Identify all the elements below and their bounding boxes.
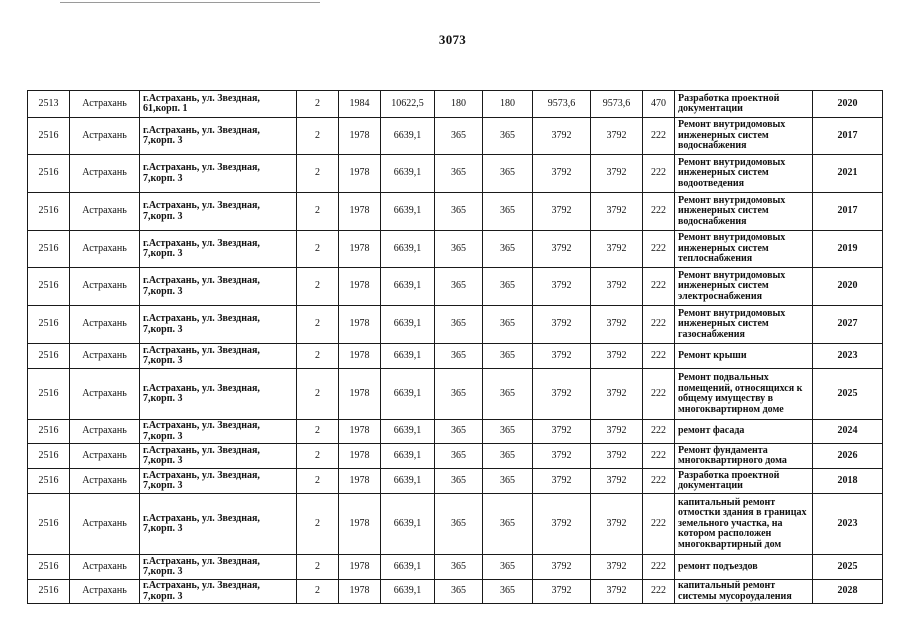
table-row xyxy=(28,344,883,369)
area-value-4-cell: 3792 xyxy=(591,118,643,155)
residents-cell: 222 xyxy=(643,155,675,193)
area-value-4-cell: 3792 xyxy=(591,369,643,420)
table-row xyxy=(28,580,883,604)
area-value-1-cell: 365 xyxy=(435,306,483,344)
year-cell: 1978 xyxy=(339,268,381,306)
floors-cell: 2 xyxy=(297,420,339,444)
row-number: 2516 xyxy=(28,268,70,306)
work-type-cell: Разработка проектной документации xyxy=(675,469,813,494)
repair-program-table xyxy=(27,90,883,604)
table-row xyxy=(28,118,883,155)
address-cell: г.Астрахань, ул. Звездная, 7,корп. 3 xyxy=(140,193,297,231)
row-number: 2516 xyxy=(28,444,70,469)
area-cell: 6639,1 xyxy=(381,494,435,555)
floors-cell: 2 xyxy=(297,193,339,231)
year-cell: 1978 xyxy=(339,469,381,494)
row-number: 2516 xyxy=(28,193,70,231)
area-value-1-cell: 365 xyxy=(435,369,483,420)
area-value-1-cell: 180 xyxy=(435,91,483,118)
address-cell: г.Астрахань, ул. Звездная, 7,корп. 3 xyxy=(140,231,297,268)
residents-cell: 470 xyxy=(643,91,675,118)
row-number: 2516 xyxy=(28,306,70,344)
area-value-2-cell: 365 xyxy=(483,268,533,306)
area-value-4-cell: 3792 xyxy=(591,344,643,369)
city-cell: Астрахань xyxy=(70,580,140,604)
planned-year-cell: 2025 xyxy=(813,369,883,420)
area-cell: 6639,1 xyxy=(381,420,435,444)
area-value-4-cell: 3792 xyxy=(591,555,643,580)
area-value-1-cell: 365 xyxy=(435,469,483,494)
area-value-4-cell: 3792 xyxy=(591,306,643,344)
area-value-3-cell: 3792 xyxy=(533,193,591,231)
area-value-2-cell: 365 xyxy=(483,580,533,604)
area-value-3-cell: 3792 xyxy=(533,231,591,268)
city-cell: Астрахань xyxy=(70,306,140,344)
table-row xyxy=(28,231,883,268)
residents-cell: 222 xyxy=(643,118,675,155)
area-value-1-cell: 365 xyxy=(435,268,483,306)
area-value-1-cell: 365 xyxy=(435,555,483,580)
table-row xyxy=(28,91,883,118)
area-value-4-cell: 3792 xyxy=(591,580,643,604)
address-cell: г.Астрахань, ул. Звездная, 7,корп. 3 xyxy=(140,555,297,580)
area-value-2-cell: 365 xyxy=(483,306,533,344)
planned-year-cell: 2026 xyxy=(813,444,883,469)
work-type-cell: Ремонт внутридомовых инженерных систем газоснабжения xyxy=(675,306,813,344)
address-cell: г.Астрахань, ул. Звездная, 61,корп. 1 xyxy=(140,91,297,118)
city-cell: Астрахань xyxy=(70,231,140,268)
work-type-cell: Ремонт внутридомовых инженерных систем теплоснабжения xyxy=(675,231,813,268)
city-cell: Астрахань xyxy=(70,555,140,580)
area-value-2-cell: 365 xyxy=(483,420,533,444)
residents-cell: 222 xyxy=(643,369,675,420)
area-value-1-cell: 365 xyxy=(435,494,483,555)
table-row xyxy=(28,193,883,231)
address-cell: г.Астрахань, ул. Звездная, 7,корп. 3 xyxy=(140,580,297,604)
work-type-cell: ремонт подъездов xyxy=(675,555,813,580)
row-number: 2516 xyxy=(28,580,70,604)
planned-year-cell: 2027 xyxy=(813,306,883,344)
residents-cell: 222 xyxy=(643,469,675,494)
year-cell: 1978 xyxy=(339,444,381,469)
table-row xyxy=(28,555,883,580)
year-cell: 1978 xyxy=(339,231,381,268)
area-cell: 6639,1 xyxy=(381,306,435,344)
area-value-2-cell: 180 xyxy=(483,91,533,118)
planned-year-cell: 2020 xyxy=(813,91,883,118)
year-cell: 1978 xyxy=(339,369,381,420)
area-value-2-cell: 365 xyxy=(483,494,533,555)
row-number: 2516 xyxy=(28,469,70,494)
area-value-1-cell: 365 xyxy=(435,193,483,231)
table-row xyxy=(28,420,883,444)
area-value-1-cell: 365 xyxy=(435,580,483,604)
area-cell: 6639,1 xyxy=(381,231,435,268)
area-cell: 6639,1 xyxy=(381,469,435,494)
floors-cell: 2 xyxy=(297,444,339,469)
year-cell: 1978 xyxy=(339,420,381,444)
row-number: 2516 xyxy=(28,155,70,193)
area-value-3-cell: 3792 xyxy=(533,420,591,444)
table-row xyxy=(28,369,883,420)
page-number: 3073 xyxy=(438,32,467,47)
planned-year-cell: 2024 xyxy=(813,420,883,444)
floors-cell: 2 xyxy=(297,494,339,555)
area-cell: 6639,1 xyxy=(381,580,435,604)
address-cell: г.Астрахань, ул. Звездная, 7,корп. 3 xyxy=(140,155,297,193)
row-number: 2516 xyxy=(28,118,70,155)
area-value-3-cell: 3792 xyxy=(533,306,591,344)
floors-cell: 2 xyxy=(297,369,339,420)
area-cell: 6639,1 xyxy=(381,369,435,420)
city-cell: Астрахань xyxy=(70,193,140,231)
work-type-cell: Ремонт внутридомовых инженерных систем водоснабжения xyxy=(675,193,813,231)
planned-year-cell: 2023 xyxy=(813,344,883,369)
area-value-1-cell: 365 xyxy=(435,344,483,369)
residents-cell: 222 xyxy=(643,494,675,555)
area-value-1-cell: 365 xyxy=(435,420,483,444)
address-cell: г.Астрахань, ул. Звездная, 7,корп. 3 xyxy=(140,369,297,420)
area-value-3-cell: 3792 xyxy=(533,369,591,420)
city-cell: Астрахань xyxy=(70,155,140,193)
residents-cell: 222 xyxy=(643,193,675,231)
area-value-2-cell: 365 xyxy=(483,193,533,231)
area-value-1-cell: 365 xyxy=(435,155,483,193)
area-value-4-cell: 3792 xyxy=(591,469,643,494)
address-cell: г.Астрахань, ул. Звездная, 7,корп. 3 xyxy=(140,420,297,444)
area-value-3-cell: 3792 xyxy=(533,469,591,494)
city-cell: Астрахань xyxy=(70,369,140,420)
table-row xyxy=(28,155,883,193)
year-cell: 1978 xyxy=(339,494,381,555)
address-cell: г.Астрахань, ул. Звездная, 7,корп. 3 xyxy=(140,444,297,469)
floors-cell: 2 xyxy=(297,118,339,155)
area-value-3-cell: 3792 xyxy=(533,555,591,580)
address-cell: г.Астрахань, ул. Звездная, 7,корп. 3 xyxy=(140,469,297,494)
work-type-cell: капитальный ремонт системы мусороудаления xyxy=(675,580,813,604)
work-type-cell: Ремонт внутридомовых инженерных систем водоотведения xyxy=(675,155,813,193)
planned-year-cell: 2020 xyxy=(813,268,883,306)
area-cell: 6639,1 xyxy=(381,344,435,369)
area-value-2-cell: 365 xyxy=(483,344,533,369)
area-value-2-cell: 365 xyxy=(483,118,533,155)
address-cell: г.Астрахань, ул. Звездная, 7,корп. 3 xyxy=(140,118,297,155)
planned-year-cell: 2023 xyxy=(813,494,883,555)
work-type-cell: ремонт фасада xyxy=(675,420,813,444)
row-number: 2516 xyxy=(28,420,70,444)
area-value-3-cell: 3792 xyxy=(533,444,591,469)
area-cell: 6639,1 xyxy=(381,444,435,469)
area-value-2-cell: 365 xyxy=(483,231,533,268)
area-value-3-cell: 3792 xyxy=(533,580,591,604)
residents-cell: 222 xyxy=(643,444,675,469)
year-cell: 1984 xyxy=(339,91,381,118)
area-value-3-cell: 3792 xyxy=(533,494,591,555)
floors-cell: 2 xyxy=(297,231,339,268)
city-cell: Астрахань xyxy=(70,444,140,469)
work-type-cell: Ремонт крыши xyxy=(675,344,813,369)
year-cell: 1978 xyxy=(339,193,381,231)
floors-cell: 2 xyxy=(297,344,339,369)
area-value-3-cell: 3792 xyxy=(533,268,591,306)
row-number: 2516 xyxy=(28,231,70,268)
area-value-4-cell: 3792 xyxy=(591,268,643,306)
area-value-2-cell: 365 xyxy=(483,444,533,469)
work-type-cell: Ремонт фундамента многоквартирного дома xyxy=(675,444,813,469)
year-cell: 1978 xyxy=(339,580,381,604)
table-row xyxy=(28,306,883,344)
area-value-1-cell: 365 xyxy=(435,231,483,268)
planned-year-cell: 2017 xyxy=(813,118,883,155)
area-value-2-cell: 365 xyxy=(483,555,533,580)
work-type-cell: Ремонт внутридомовых инженерных систем водоснабжения xyxy=(675,118,813,155)
area-value-4-cell: 3792 xyxy=(591,231,643,268)
planned-year-cell: 2028 xyxy=(813,580,883,604)
area-cell: 6639,1 xyxy=(381,155,435,193)
city-cell: Астрахань xyxy=(70,91,140,118)
table-row xyxy=(28,494,883,555)
residents-cell: 222 xyxy=(643,268,675,306)
floors-cell: 2 xyxy=(297,91,339,118)
table-body xyxy=(28,91,883,604)
row-number: 2516 xyxy=(28,344,70,369)
area-value-3-cell: 3792 xyxy=(533,155,591,193)
work-type-cell: Ремонт внутридомовых инженерных систем электроснабжения xyxy=(675,268,813,306)
area-cell: 6639,1 xyxy=(381,193,435,231)
area-cell: 6639,1 xyxy=(381,555,435,580)
scan-top-edge-line xyxy=(60,2,320,4)
residents-cell: 222 xyxy=(643,580,675,604)
area-value-4-cell: 3792 xyxy=(591,494,643,555)
work-type-cell: Разработка проектной документации xyxy=(675,91,813,118)
area-value-2-cell: 365 xyxy=(483,155,533,193)
residents-cell: 222 xyxy=(643,420,675,444)
table-row xyxy=(28,268,883,306)
planned-year-cell: 2019 xyxy=(813,231,883,268)
planned-year-cell: 2018 xyxy=(813,469,883,494)
work-type-cell: Ремонт подвальных помещений, относящихся к общему имуществу в многоквартирном доме xyxy=(675,369,813,420)
city-cell: Астрахань xyxy=(70,118,140,155)
table-row xyxy=(28,469,883,494)
city-cell: Астрахань xyxy=(70,469,140,494)
planned-year-cell: 2021 xyxy=(813,155,883,193)
planned-year-cell: 2025 xyxy=(813,555,883,580)
address-cell: г.Астрахань, ул. Звездная, 7,корп. 3 xyxy=(140,306,297,344)
area-cell: 6639,1 xyxy=(381,118,435,155)
row-number: 2516 xyxy=(28,555,70,580)
area-value-2-cell: 365 xyxy=(483,469,533,494)
area-value-1-cell: 365 xyxy=(435,118,483,155)
year-cell: 1978 xyxy=(339,344,381,369)
row-number: 2516 xyxy=(28,369,70,420)
area-value-1-cell: 365 xyxy=(435,444,483,469)
work-type-cell: капитальный ремонт отмостки здания в границах земельного участка, на котором расположен многоквартирный дом xyxy=(675,494,813,555)
residents-cell: 222 xyxy=(643,231,675,268)
year-cell: 1978 xyxy=(339,118,381,155)
floors-cell: 2 xyxy=(297,580,339,604)
city-cell: Астрахань xyxy=(70,494,140,555)
residents-cell: 222 xyxy=(643,306,675,344)
area-value-3-cell: 3792 xyxy=(533,344,591,369)
floors-cell: 2 xyxy=(297,155,339,193)
area-cell: 6639,1 xyxy=(381,268,435,306)
area-value-4-cell: 3792 xyxy=(591,155,643,193)
city-cell: Астрахань xyxy=(70,268,140,306)
year-cell: 1978 xyxy=(339,555,381,580)
floors-cell: 2 xyxy=(297,268,339,306)
row-number: 2516 xyxy=(28,494,70,555)
row-number: 2513 xyxy=(28,91,70,118)
address-cell: г.Астрахань, ул. Звездная, 7,корп. 3 xyxy=(140,344,297,369)
table-row xyxy=(28,444,883,469)
residents-cell: 222 xyxy=(643,555,675,580)
residents-cell: 222 xyxy=(643,344,675,369)
area-cell: 10622,5 xyxy=(381,91,435,118)
year-cell: 1978 xyxy=(339,155,381,193)
floors-cell: 2 xyxy=(297,306,339,344)
area-value-4-cell: 3792 xyxy=(591,444,643,469)
floors-cell: 2 xyxy=(297,469,339,494)
year-cell: 1978 xyxy=(339,306,381,344)
address-cell: г.Астрахань, ул. Звездная, 7,корп. 3 xyxy=(140,268,297,306)
area-value-2-cell: 365 xyxy=(483,369,533,420)
area-value-4-cell: 9573,6 xyxy=(591,91,643,118)
area-value-4-cell: 3792 xyxy=(591,420,643,444)
area-value-4-cell: 3792 xyxy=(591,193,643,231)
city-cell: Астрахань xyxy=(70,420,140,444)
planned-year-cell: 2017 xyxy=(813,193,883,231)
area-value-3-cell: 9573,6 xyxy=(533,91,591,118)
city-cell: Астрахань xyxy=(70,344,140,369)
address-cell: г.Астрахань, ул. Звездная, 7,корп. 3 xyxy=(140,494,297,555)
area-value-3-cell: 3792 xyxy=(533,118,591,155)
floors-cell: 2 xyxy=(297,555,339,580)
